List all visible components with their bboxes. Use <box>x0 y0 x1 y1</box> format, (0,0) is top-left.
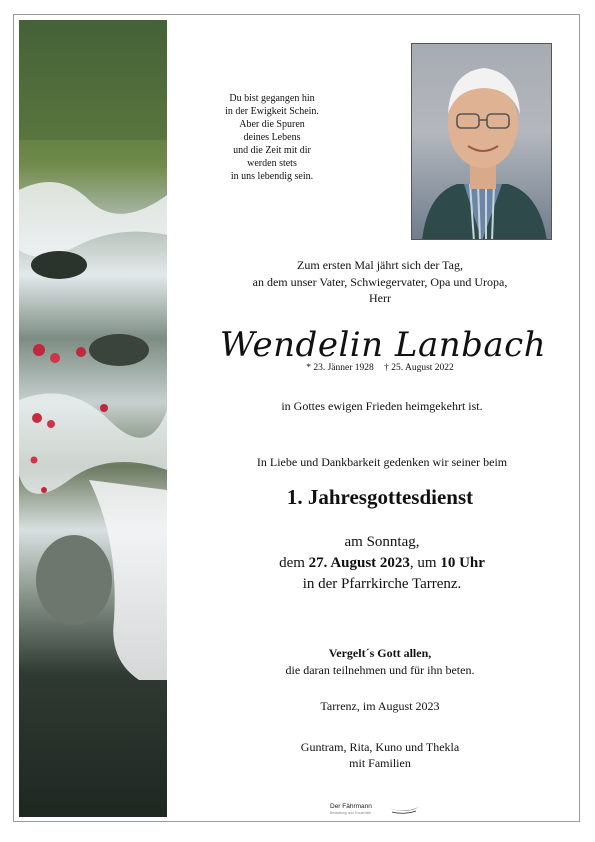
intro-line: Zum ersten Mal jährt sich der Tag, <box>297 258 463 272</box>
signers-line-2: mit Familien <box>349 756 411 770</box>
logo-name: Der Fährmann <box>330 803 372 810</box>
poem-line: und die Zeit mit dir <box>233 145 311 156</box>
intro-text <box>222 257 538 307</box>
poem-line: Aber die Spuren <box>239 119 305 130</box>
signers-line-1: Guntram, Rita, Kuno und Thekla <box>300 740 460 754</box>
event-details <box>232 532 532 595</box>
signers <box>222 739 538 771</box>
rest-text: in Gottes ewigen Frieden heimgekehrt ist. <box>281 399 483 413</box>
event-date: 27. August 2023 <box>308 555 410 571</box>
life-dates <box>270 363 490 373</box>
thanks-line-2: die daran teilnehmen und für ihn beten. <box>285 663 475 677</box>
funeral-home-logo <box>330 803 420 823</box>
poem-line: in uns lebendig sein. <box>230 171 314 182</box>
poem-line: werden stets <box>247 158 297 169</box>
remembrance-text: In Liebe und Dankbarkeit gedenken wir seiner beim <box>256 455 508 469</box>
memorial-poem <box>222 92 322 183</box>
logo-subtitle: Bestattung und Trauerhilfe <box>330 811 372 815</box>
event-time: 10 Uhr <box>440 555 485 571</box>
death-date: † 25. August 2022 <box>384 363 454 373</box>
event-date-prefix: dem <box>279 555 305 571</box>
portrait-photo <box>411 43 552 240</box>
poem-line: in der Ewigkeit Schein. <box>225 106 319 117</box>
event-time-prefix: , um <box>409 555 437 571</box>
intro-line: Herr <box>369 291 391 305</box>
event-day: am Sonntag, <box>344 534 420 550</box>
birth-date: * 23. Jänner 1928 <box>306 363 374 373</box>
boat-icon <box>388 803 420 815</box>
deceased-name: Wendelin Lanbach <box>219 325 547 365</box>
landscape-photo <box>19 20 167 817</box>
place-date: Tarrenz, im August 2023 <box>320 699 440 713</box>
intro-line: an dem unser Vater, Schwiegervater, Opa und Uropa, <box>252 274 508 289</box>
event-title: 1. Jahresgottesdienst <box>286 485 474 509</box>
poem-line: Du bist gegangen hin <box>229 93 315 104</box>
event-datetime <box>232 553 532 574</box>
poem-line: deines Lebens <box>243 132 301 143</box>
thanks-line-1: Vergelt´s Gott allen, <box>328 646 432 660</box>
event-location: in der Pfarrkirche Tarrenz. <box>302 576 462 592</box>
thanks-text <box>222 645 538 679</box>
